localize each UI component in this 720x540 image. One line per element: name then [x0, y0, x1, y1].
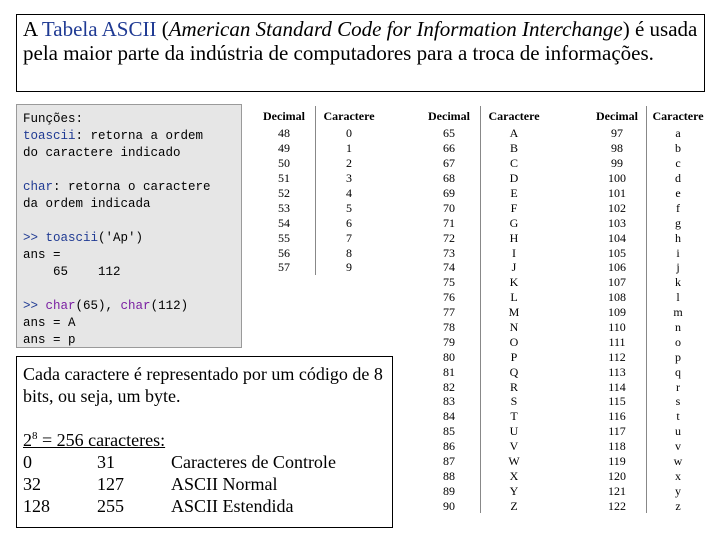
- decimal-cell: 78: [418, 320, 481, 335]
- char-cell: U: [509, 424, 519, 439]
- table-row: [588, 424, 709, 439]
- table-row: [588, 171, 709, 186]
- decimal-cell: 102: [588, 200, 647, 215]
- table-row: [588, 156, 709, 171]
- table-row: [418, 439, 547, 454]
- code-ex2-prompt: >>: [23, 299, 46, 313]
- decimal-cell: 79: [418, 334, 481, 349]
- range-label: ASCII Normal: [171, 474, 278, 494]
- decimal-cell: 111: [588, 334, 647, 349]
- table-row: [253, 260, 382, 275]
- decimal-cell: 50: [253, 156, 316, 171]
- ascii-table-digits: [253, 106, 382, 275]
- code-fn1-line: [23, 128, 235, 145]
- range-row-control: [23, 451, 386, 473]
- decimal-cell: 83: [418, 394, 481, 409]
- char-cell: k: [675, 275, 681, 290]
- decimal-cell: 119: [588, 454, 647, 469]
- decimal-cell: 118: [588, 439, 647, 454]
- ascii-table-uppercase: [418, 106, 547, 513]
- decimal-cell: 115: [588, 394, 647, 409]
- decimal-cell: 122: [588, 498, 647, 513]
- char-cell: v: [675, 439, 681, 454]
- decimal-cell: 76: [418, 290, 481, 305]
- char-cell: X: [509, 468, 519, 483]
- code-fn2-line: [23, 179, 235, 196]
- table-row: [418, 483, 547, 498]
- range-from: 32: [23, 474, 41, 494]
- table-row: [588, 468, 709, 483]
- table-row: [418, 171, 547, 186]
- decimal-cell: 97: [588, 126, 647, 141]
- char-cell: d: [675, 171, 681, 186]
- table-row: [588, 230, 709, 245]
- decimal-cell: 72: [418, 230, 481, 245]
- table-row: [418, 349, 547, 364]
- table-row: [253, 126, 382, 141]
- code-fn2-name: char: [23, 180, 54, 194]
- char-cell: T: [510, 409, 518, 424]
- col-header-char: Caractere: [488, 108, 540, 123]
- table-row: [418, 215, 547, 230]
- table-row: [588, 379, 709, 394]
- char-cell: g: [675, 215, 681, 230]
- table-row: [588, 126, 709, 141]
- char-cell: s: [675, 394, 681, 409]
- table-row: [253, 200, 382, 215]
- col-header-char: Caractere: [652, 108, 704, 123]
- table-row: [418, 320, 547, 335]
- decimal-cell: 54: [253, 215, 316, 230]
- decimal-cell: 104: [588, 230, 647, 245]
- table-row: [418, 260, 547, 275]
- decimal-cell: 121: [588, 483, 647, 498]
- char-cell: 4: [346, 186, 352, 200]
- decimal-cell: 53: [253, 200, 316, 215]
- decimal-cell: 103: [588, 215, 647, 230]
- table-row: [253, 215, 382, 230]
- col-header-char: Caractere: [323, 108, 375, 123]
- code-ex1-vals: 65 112: [23, 265, 121, 279]
- char-cell: Y: [509, 483, 519, 498]
- code-example-box: [16, 104, 242, 348]
- table-row: [588, 409, 709, 424]
- decimal-cell: 87: [418, 454, 481, 469]
- col-header-decimal: Decimal: [418, 106, 481, 126]
- char-cell: L: [510, 290, 518, 305]
- title-highlight: Tabela ASCII: [41, 17, 157, 41]
- table-row: [588, 186, 709, 201]
- table-row: [418, 305, 547, 320]
- code-fn2-desc-a: : retorna o caractere: [53, 180, 211, 194]
- table-row: [418, 126, 547, 141]
- decimal-cell: 73: [418, 245, 481, 260]
- table-row: [588, 305, 709, 320]
- code-ex2-mid: (65),: [75, 299, 121, 313]
- decimal-cell: 101: [588, 186, 647, 201]
- table-row: [418, 454, 547, 469]
- char-cell: w: [673, 454, 683, 469]
- char-cell: e: [675, 186, 681, 200]
- char-cell: M: [508, 305, 520, 320]
- char-cell: h: [675, 230, 681, 245]
- char-cell: 8: [346, 245, 352, 260]
- char-cell: 5: [346, 200, 352, 215]
- decimal-cell: 75: [418, 275, 481, 290]
- table-row: [418, 394, 547, 409]
- decimal-cell: 114: [588, 379, 647, 394]
- code-ex2-end: (112): [150, 299, 189, 313]
- table-row: [418, 200, 547, 215]
- table-row: [418, 364, 547, 379]
- table-row: [588, 364, 709, 379]
- table-row: [588, 334, 709, 349]
- char-cell: a: [675, 126, 681, 141]
- table-row: [253, 141, 382, 156]
- char-cell: H: [509, 230, 519, 245]
- code-ex2-fn2: char: [120, 299, 151, 313]
- decimal-cell: 117: [588, 424, 647, 439]
- char-cell: N: [509, 320, 519, 335]
- info-count: [23, 429, 386, 451]
- table-row: [418, 275, 547, 290]
- code-fn2-desc-b: da ordem indicada: [23, 197, 151, 211]
- char-cell: p: [675, 349, 681, 364]
- char-cell: B: [509, 141, 518, 156]
- decimal-cell: 69: [418, 186, 481, 201]
- table-row: [418, 334, 547, 349]
- table-row: [588, 141, 709, 156]
- char-cell: n: [675, 320, 681, 335]
- decimal-cell: 89: [418, 483, 481, 498]
- char-cell: C: [509, 156, 518, 171]
- table-row: [418, 409, 547, 424]
- info-line1: Cada caractere é representado por um código de 8 bits, ou seja, um byte.: [23, 364, 383, 406]
- decimal-cell: 68: [418, 171, 481, 186]
- decimal-cell: 84: [418, 409, 481, 424]
- table-row: [588, 245, 709, 260]
- decimal-cell: 81: [418, 364, 481, 379]
- char-cell: A: [509, 126, 519, 141]
- decimal-cell: 90: [418, 498, 481, 513]
- char-cell: W: [508, 454, 520, 469]
- range-label: ASCII Estendida: [171, 496, 294, 516]
- decimal-cell: 108: [588, 290, 647, 305]
- char-cell: j: [676, 260, 680, 275]
- char-cell: 6: [346, 215, 352, 230]
- table-row: [588, 290, 709, 305]
- table-row: [588, 320, 709, 335]
- table-row: [418, 498, 547, 513]
- table-row: [588, 483, 709, 498]
- table-row: [588, 215, 709, 230]
- code-ex1-line: [23, 230, 235, 247]
- char-cell: 3: [346, 171, 352, 186]
- table-row: [418, 379, 547, 394]
- char-cell: 1: [346, 141, 352, 156]
- range-from: 0: [23, 452, 32, 472]
- decimal-cell: 80: [418, 349, 481, 364]
- char-cell: 0: [346, 126, 352, 141]
- decimal-cell: 105: [588, 245, 647, 260]
- code-ex2-line: [23, 298, 235, 315]
- table-row: [418, 468, 547, 483]
- decimal-cell: 112: [588, 349, 647, 364]
- decimal-cell: 71: [418, 215, 481, 230]
- decimal-cell: 82: [418, 379, 481, 394]
- code-ex2-ans1: ans = A: [23, 316, 76, 330]
- ascii-table-lowercase: [588, 106, 709, 513]
- char-cell: K: [509, 275, 519, 290]
- table-row: [418, 141, 547, 156]
- col-header-decimal: Decimal: [588, 106, 647, 126]
- code-fn1-name: toascii: [23, 129, 76, 143]
- col-header-decimal: Decimal: [253, 106, 316, 126]
- code-ex1-ans: ans =: [23, 248, 61, 262]
- table-row: [588, 349, 709, 364]
- table-row: [253, 245, 382, 260]
- char-cell: z: [675, 498, 681, 513]
- decimal-cell: 74: [418, 260, 481, 275]
- table-row: [588, 394, 709, 409]
- table-row: [418, 156, 547, 171]
- table-row: [253, 230, 382, 245]
- range-to: 127: [97, 474, 124, 494]
- char-cell: x: [675, 468, 681, 483]
- decimal-cell: 86: [418, 439, 481, 454]
- decimal-cell: 120: [588, 468, 647, 483]
- code-ex1-prompt: >>: [23, 231, 46, 245]
- char-cell: Z: [510, 498, 518, 513]
- code-ex2-ans2: ans = p: [23, 333, 76, 347]
- decimal-cell: 67: [418, 156, 481, 171]
- char-cell: c: [675, 156, 681, 171]
- char-cell: J: [511, 260, 517, 275]
- char-cell: R: [509, 379, 518, 394]
- char-cell: S: [510, 394, 518, 409]
- table-row: [418, 230, 547, 245]
- info-count-rest: = 256 caracteres:: [37, 430, 166, 450]
- table-row: [418, 290, 547, 305]
- char-cell: 2: [346, 156, 352, 171]
- info-count-exp: 8: [32, 430, 38, 442]
- char-cell: 7: [346, 230, 352, 245]
- decimal-cell: 52: [253, 186, 316, 201]
- char-cell: 9: [346, 260, 352, 275]
- char-cell: D: [509, 171, 519, 186]
- decimal-cell: 116: [588, 409, 647, 424]
- char-cell: F: [510, 200, 518, 215]
- decimal-cell: 57: [253, 260, 316, 275]
- decimal-cell: 49: [253, 141, 316, 156]
- decimal-cell: 98: [588, 141, 647, 156]
- decimal-cell: 56: [253, 245, 316, 260]
- code-fn1-desc-b: do caractere indicado: [23, 146, 181, 160]
- code-ex1-fn: toascii: [45, 231, 99, 245]
- char-cell: i: [676, 245, 680, 260]
- decimal-cell: 110: [588, 320, 647, 335]
- code-fn1-desc-a: : retorna a ordem: [75, 129, 204, 143]
- decimal-cell: 77: [418, 305, 481, 320]
- table-row: [418, 186, 547, 201]
- decimal-cell: 48: [253, 126, 316, 141]
- decimal-cell: 113: [588, 364, 647, 379]
- decimal-cell: 100: [588, 171, 647, 186]
- title-italic: American Standard Code for Information Interchange: [168, 17, 623, 41]
- info-count-base: 2: [23, 430, 32, 450]
- slide-title: [16, 14, 705, 92]
- char-cell: f: [676, 200, 680, 215]
- char-cell: m: [673, 305, 683, 320]
- decimal-cell: 99: [588, 156, 647, 171]
- char-cell: t: [676, 409, 680, 424]
- table-row: [418, 424, 547, 439]
- char-cell: I: [512, 245, 516, 260]
- table-row: [253, 156, 382, 171]
- range-label: Caracteres de Controle: [171, 452, 336, 472]
- table-row: [588, 260, 709, 275]
- title-part3: ) é usada pela maior parte da indústria de computadores para a troca de informações.: [23, 17, 698, 65]
- char-cell: y: [675, 483, 681, 498]
- decimal-cell: 109: [588, 305, 647, 320]
- range-to: 255: [97, 496, 124, 516]
- table-row: [253, 186, 382, 201]
- char-cell: P: [510, 349, 518, 364]
- char-cell: o: [675, 334, 681, 349]
- title-part1: A: [23, 17, 42, 41]
- decimal-cell: 88: [418, 468, 481, 483]
- char-cell: r: [676, 379, 680, 394]
- table-row: [418, 245, 547, 260]
- range-to: 31: [97, 452, 115, 472]
- decimal-cell: 66: [418, 141, 481, 156]
- title-part2: (: [156, 17, 169, 41]
- range-row-extended: [23, 495, 386, 517]
- range-row-normal: [23, 473, 386, 495]
- code-ex1-args: ('Ap'): [98, 231, 144, 245]
- table-row: [588, 439, 709, 454]
- table-row: [588, 275, 709, 290]
- decimal-cell: 51: [253, 171, 316, 186]
- char-cell: G: [509, 215, 519, 230]
- decimal-cell: 106: [588, 260, 647, 275]
- decimal-cell: 55: [253, 230, 316, 245]
- decimal-cell: 70: [418, 200, 481, 215]
- decimal-cell: 85: [418, 424, 481, 439]
- decimal-cell: 107: [588, 275, 647, 290]
- code-ex2-fn1: char: [45, 299, 76, 313]
- info-box: [16, 356, 393, 528]
- table-row: [588, 498, 709, 513]
- range-from: 128: [23, 496, 50, 516]
- char-cell: O: [509, 334, 519, 349]
- code-header: Funções:: [23, 112, 84, 126]
- table-row: [588, 454, 709, 469]
- char-cell: q: [675, 364, 681, 379]
- char-cell: l: [676, 290, 680, 305]
- table-row: [588, 200, 709, 215]
- char-cell: u: [675, 424, 681, 439]
- decimal-cell: 65: [418, 126, 481, 141]
- char-cell: E: [510, 186, 518, 200]
- table-row: [253, 171, 382, 186]
- char-cell: Q: [509, 364, 519, 379]
- char-cell: V: [509, 439, 519, 454]
- char-cell: b: [675, 141, 681, 156]
